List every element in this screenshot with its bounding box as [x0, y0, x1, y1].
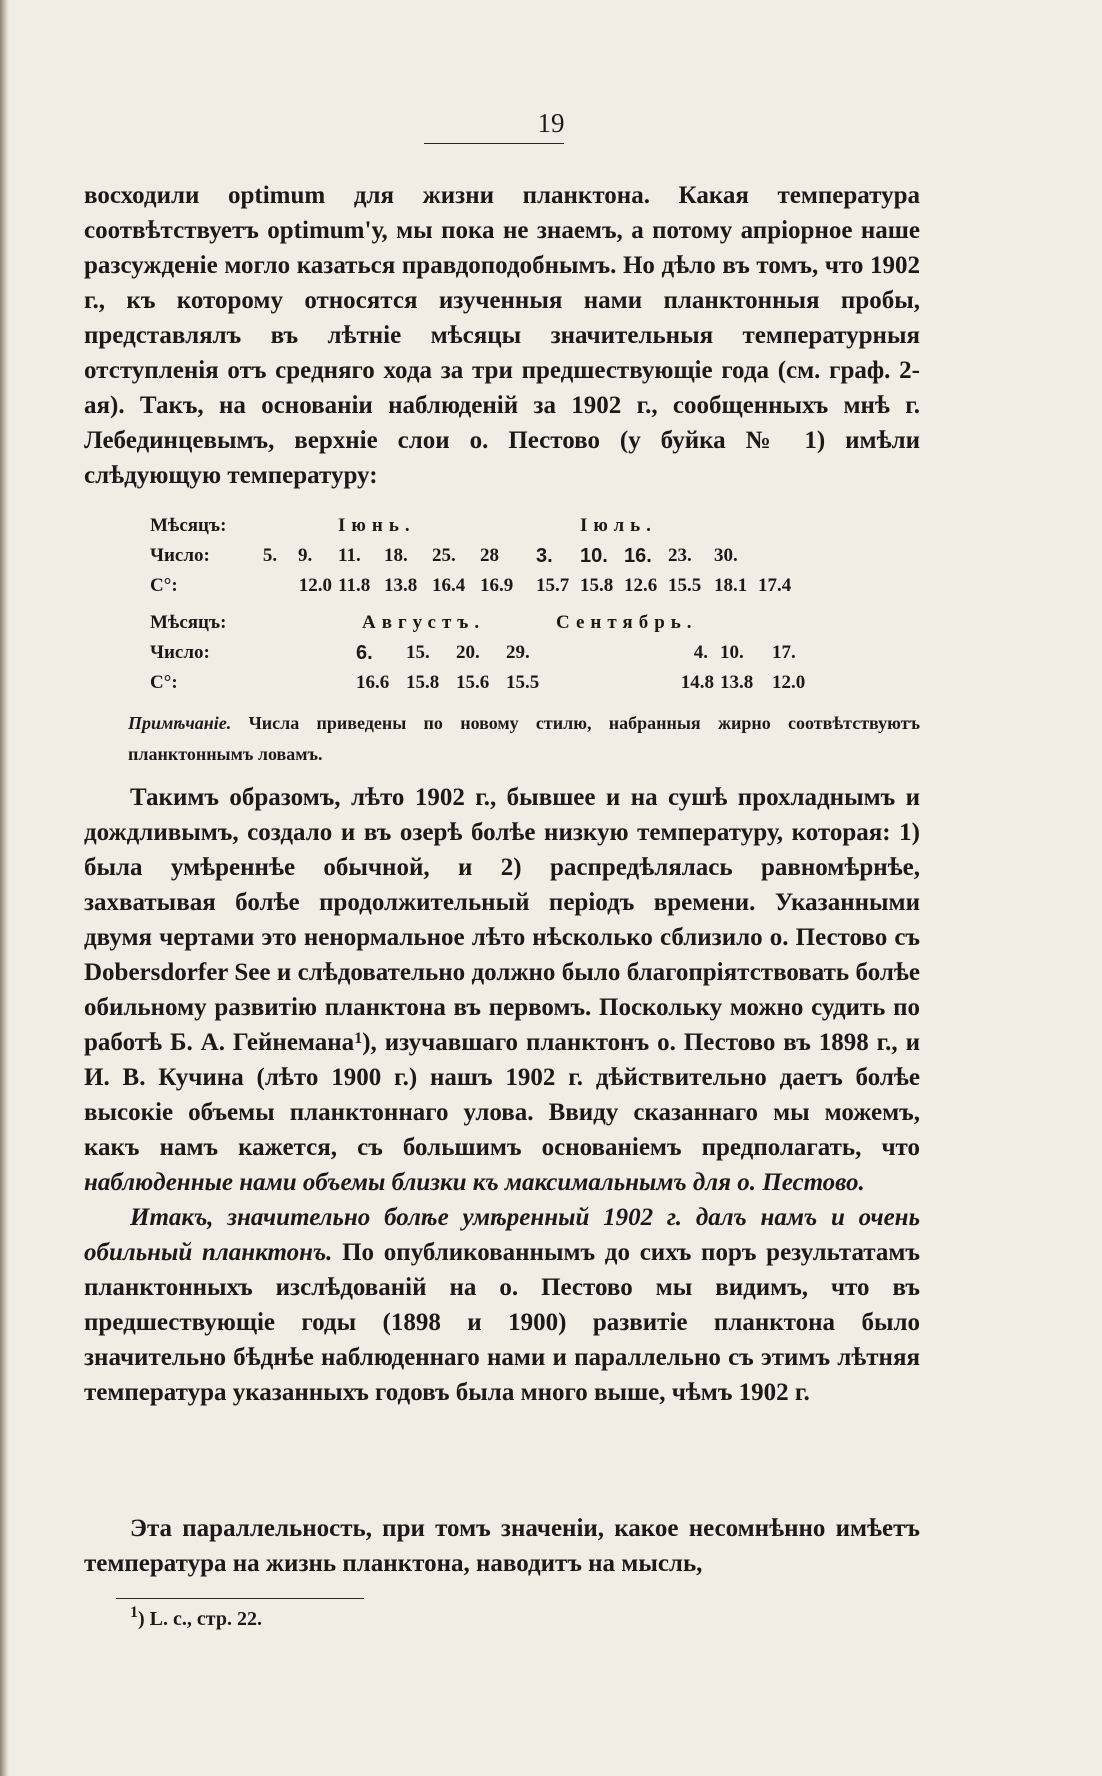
day-label: Число: — [150, 642, 210, 663]
day-cell: 18. — [384, 545, 408, 566]
temp-cell: 17.4 — [758, 575, 792, 596]
note-label: Примѣчаніе. — [128, 713, 232, 733]
body-text-bottom — [84, 1511, 920, 1581]
temp-cell: 14.8 — [680, 672, 714, 693]
day-cell: 5. — [262, 545, 278, 566]
temp-cell: 15.5 — [668, 575, 702, 596]
paragraph-3 — [84, 1200, 920, 1410]
paragraph-3-emphasis: Итакъ, значительно болѣе умѣренный 1902 г. далъ намъ и очень обильный планктонъ. — [84, 1204, 920, 1266]
paragraph-2-text: Такимъ образомъ, лѣто 1902 г., бывшее и на сушѣ прохладнымъ и дождливымъ, создало и въ озерѣ болѣе низкую температуру, которая: 1) была умѣреннѣе обычной, и 2) распредѣлялась равномѣрнѣе, захватывая болѣе продолжительный періодъ времени. Указанными двумя чертами это ненормальное лѣто нѣсколько сблизило о. Пестово съ Dobersdorfer See и слѣдовательно должно было благопріятствовать болѣе обильному развитію планктона въ первомъ. Поскольку можно судить по работѣ Б. А. Гейнемана — [84, 784, 920, 1056]
temp-cell: 11.8 — [338, 575, 371, 596]
day-row — [150, 541, 791, 571]
temp-cell: 13.8 — [720, 672, 754, 693]
body-text-top — [84, 178, 920, 493]
month-label: Мѣсяцъ: — [150, 612, 227, 633]
temp-cell: 12.6 — [624, 575, 658, 596]
day-cell: 29. — [506, 642, 530, 663]
temp-cell: 18.1 — [714, 575, 748, 596]
day-cell-bold: 3. — [536, 545, 553, 567]
temp-cell: 15.8 — [406, 672, 440, 693]
day-cell: 11. — [338, 545, 361, 566]
temp-row — [150, 668, 824, 698]
month-label: Мѣсяцъ: — [150, 515, 227, 536]
month-june: Іюнь. — [338, 515, 416, 536]
paragraph-1: восходили optimum для жизни планктона. Какая температура соотвѣтствуетъ optimum'у, мы пока не знаемъ, а потому апріорное наше разсужденіе могло казаться правдоподобнымъ. Но дѣло въ томъ, что 1902 г., къ которому относятся изученныя нами планктонныя пробы, представлялъ въ лѣтніе мѣсяцы значительныя температурныя отступленія отъ средняго хода за три предшествующіе года (см. граф. 2-ая). Такъ, на основаніи наблюденій за 1902 г., сообщенныхъ мнѣ г. Лебединцевымъ, верхніе слои о. Пестово (у буйка № 1) имѣли слѣдующую температуру: — [84, 182, 920, 489]
footnote-text: ) L. c., стр. 22. — [138, 1608, 262, 1630]
temp-label: C°: — [150, 672, 178, 693]
temp-cell: 16.9 — [480, 575, 514, 596]
day-cell: 20. — [456, 642, 480, 663]
day-cell: 28 — [480, 545, 499, 566]
paragraph-2 — [84, 780, 920, 1200]
note-text: Числа приведены по новому стилю, набранныя жирно соотвѣтствуютъ планктоннымъ ловамъ. — [128, 713, 920, 764]
month-august: Августъ. — [362, 612, 486, 633]
temperature-table-june-july — [150, 511, 850, 601]
month-september: Сентябрь. — [556, 612, 698, 633]
header-rule — [424, 143, 564, 144]
temp-cell: 15.8 — [580, 575, 614, 596]
temp-cell: 12.0 — [298, 575, 332, 596]
temp-label: C°: — [150, 575, 178, 596]
footnote-marker: 1 — [130, 1604, 138, 1621]
day-cell-bold: 10. — [580, 545, 608, 567]
temp-cell: 13.8 — [384, 575, 418, 596]
footnote-rule — [116, 1598, 364, 1599]
day-cell: 17. — [772, 642, 796, 663]
day-cell: 9. — [298, 545, 313, 566]
table-note — [128, 708, 920, 770]
day-cell: 4. — [693, 642, 708, 663]
paragraph-2-text-cont: ), изучавшаго планктонъ о. Пестово въ 1898 г., и И. В. Кучина (лѣто 1900 г.) нашъ 1902 г. дѣйствительно даетъ болѣе высокіе объемы планктоннаго улова. Ввиду сказаннаго мы можемъ, какъ намъ кажется, съ большимъ основаніемъ предполагать, что — [84, 1029, 921, 1161]
footnote-reference: 1 — [354, 1030, 363, 1047]
paragraph-3-text: По опубликованнымъ до сихъ поръ результатамъ планктонныхъ изслѣдованій на о. Пестово мы видимъ, что въ предшествующіе годы (1898 и 1900) развитіе планктона было значительно бѣднѣе наблюденнаго нами и параллельно съ этимъ лѣтняя температура указанныхъ годовъ была много выше, чѣмъ 1902 г. — [84, 1239, 920, 1406]
day-row — [150, 638, 824, 668]
temp-cell: 15.6 — [456, 672, 490, 693]
page-number: 19 — [537, 108, 565, 138]
temp-cell: 12.0 — [772, 672, 806, 693]
month-july: Іюль. — [580, 515, 657, 536]
month-row — [150, 511, 791, 541]
footnote — [130, 1604, 262, 1631]
temp-row — [150, 571, 791, 601]
day-cell-bold: 16. — [624, 545, 652, 567]
day-cell: 23. — [668, 545, 692, 566]
day-cell: 25. — [432, 545, 456, 566]
temp-cell: 16.6 — [356, 672, 390, 693]
paragraph-4: Эта параллельность, при томъ значеніи, какое несомнѣнно имѣетъ температура на жизнь планктона, наводитъ на мысль, — [84, 1515, 920, 1577]
temp-cell: 15.7 — [536, 575, 570, 596]
day-cell: 10. — [720, 642, 744, 663]
paragraph-2-emphasis: наблюденные нами объемы близки къ максимальнымъ для о. Пестово. — [84, 1169, 865, 1196]
temperature-table-august-september — [150, 608, 850, 698]
month-row — [150, 608, 824, 638]
temp-cell: 16.4 — [432, 575, 466, 596]
day-cell-bold: 6. — [356, 642, 373, 664]
body-text-middle — [84, 780, 920, 1410]
day-label: Число: — [150, 545, 210, 566]
page-edge — [0, 0, 9, 1776]
day-cell: 30. — [714, 545, 738, 566]
day-cell: 15. — [406, 642, 430, 663]
temp-cell: 15.5 — [506, 672, 540, 693]
